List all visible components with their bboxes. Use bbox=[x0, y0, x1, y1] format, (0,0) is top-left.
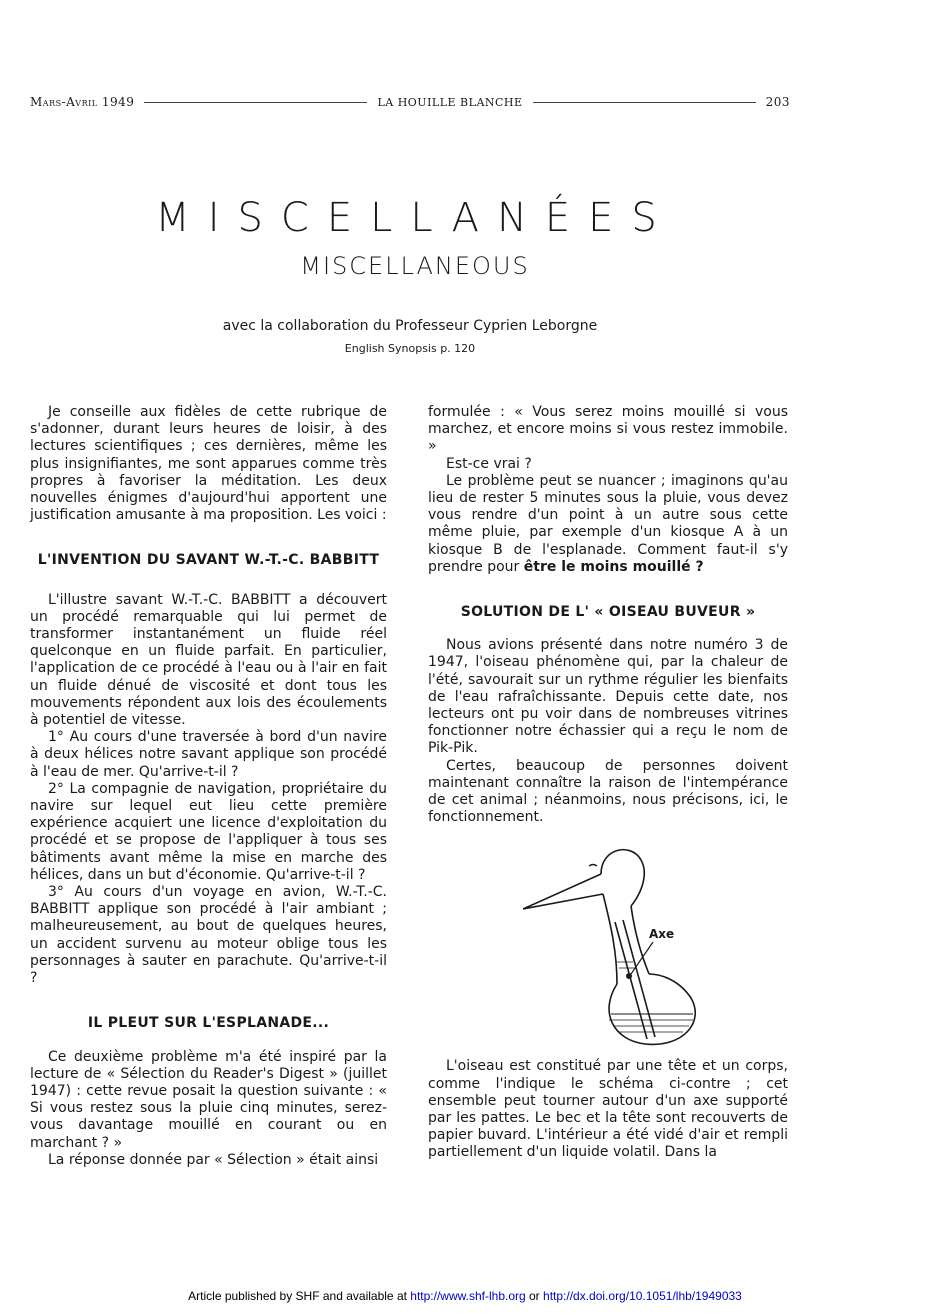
babbitt-question-3: 3° Au cours d'un voyage en avion, W.-T.-C. BABBITT applique son procédé à l'air ambiant ; malheureusement, au bout de quelques heures, un accident survenu au moteur oblige tous les personnages à sauter en parachute. Qu'arrive-t-il ? bbox=[30, 884, 387, 987]
synopsis-line: English Synopsis p. 120 bbox=[344, 342, 476, 355]
bird-body-bulb bbox=[609, 974, 695, 1044]
running-header bbox=[30, 94, 790, 110]
page-title: MISCELLANÉES bbox=[155, 195, 675, 241]
axis-pointer-line bbox=[631, 942, 653, 974]
right-column bbox=[428, 404, 788, 1162]
collaboration-line: avec la collaboration du Professeur Cyprien Leborgne bbox=[222, 318, 598, 334]
page-subtitle: MISCELLANEOUS bbox=[300, 252, 530, 280]
inner-tube-left bbox=[615, 922, 647, 1039]
section-heading-oiseau: SOLUTION DE L' « OISEAU BUVEUR » bbox=[460, 604, 756, 621]
babbitt-question-1: 1° Au cours d'une traversée à bord d'un navire à deux hélices notre savant applique son procédé à l'eau de mer. Qu'arrive-t-il ? bbox=[30, 729, 387, 780]
bird-eye bbox=[589, 865, 597, 867]
section-heading-babbitt: L'INVENTION DU SAVANT W.-T.-C. BABBITT bbox=[37, 552, 380, 569]
bird-neck-left bbox=[603, 894, 617, 984]
header-rule-left bbox=[144, 102, 367, 103]
footer-middle: or bbox=[525, 1289, 544, 1303]
nuance-bold: être le moins mouillé ? bbox=[523, 558, 704, 575]
axis-label: Axe bbox=[649, 927, 675, 942]
header-rule-right bbox=[533, 102, 756, 103]
bird-beak bbox=[523, 874, 603, 909]
footer bbox=[0, 1289, 930, 1303]
esplanade-paragraph-1: Ce deuxième problème m'a été inspiré par la lecture de « Sélection du Reader's Digest » (juillet 1947) : cette revue posait la question suivante : « Si vous restez sous la pluie cinq minutes, serez-vous davantage mouillé en courant ou en marchant ? » bbox=[30, 1048, 387, 1151]
footer-link-doi[interactable]: http://dx.doi.org/10.1051/lhb/1949033 bbox=[543, 1289, 742, 1303]
bird-head-outline bbox=[601, 850, 644, 906]
pivot-axis-dot bbox=[626, 973, 632, 979]
footer-prefix: Article published by SHF and available at bbox=[188, 1289, 411, 1303]
issue-date: Mars-Avril 1949 bbox=[30, 95, 135, 109]
nuance-paragraph bbox=[428, 473, 788, 576]
drinking-bird-diagram bbox=[523, 834, 703, 1050]
question-paragraph: Est-ce vrai ? bbox=[446, 455, 532, 472]
babbitt-paragraph: L'illustre savant W.-T.-C. BABBITT a découvert un procédé remarquable qui lui permet de transformer instantanément un fluide réel quelconque en un fluide parfait. En particulier, l'application de ce procédé à l'eau ou à l'air en fait un fluide dénué de viscosité et dont tous les mouvements répondent aux lois des écoulements à potentiel de vitesse. bbox=[30, 591, 387, 729]
esplanade-paragraph-2: La réponse donnée par « Sélection » était ainsi bbox=[48, 1151, 379, 1168]
page-number: 203 bbox=[765, 95, 790, 109]
oiseau-paragraph-1: Nous avions présenté dans notre numéro 3 de 1947, l'oiseau phénomène qui, par la chaleur de l'été, savourait sur un rythme régulier les bienfaits de l'eau rafraîchissante. Depuis cette date, nos lecteurs ont pu voir dans de nombreuses vitrines fonctionner notre échassier qui a reçu le nom de Pik-Pik. bbox=[428, 637, 788, 757]
nuance-text: Le problème peut se nuancer ; imaginons qu'au lieu de rester 5 minutes sous la pluie, vous devez vous rendre d'un point à un autre sous cette même pluie, par exemple d'un kiosque A à un kiosque B de l'esplanade. Comment faut-il s'y prendre pour bbox=[428, 472, 788, 575]
intro-paragraph: Je conseille aux fidèles de cette rubrique de s'adonner, durant leurs heures de loisir, à des lectures scientifiques ; ces dernières, même les plus insignifiantes, me sont apparues comme très propres à favoriser la méditation. Les deux nouvelles énigmes d'aujourd'hui apportent une justification amusante à ma proposition. Les voici : bbox=[30, 404, 387, 524]
journal-name: LA HOUILLE BLANCHE bbox=[377, 95, 523, 109]
babbitt-question-2: 2° La compagnie de navigation, propriétaire du navire sur lequel eut lieu cette première expérience acquiert une licence d'exploitation du procédé et se propose de l'appliquer à tous ses bâtiments avant même la mise en marche des hélices, dans un but d'économie. Qu'arrive-t-il ? bbox=[30, 780, 387, 883]
bird-neck-right bbox=[631, 906, 649, 974]
section-heading-esplanade: IL PLEUT SUR L'ESPLANADE... bbox=[87, 1015, 330, 1032]
continued-paragraph: formulée : « Vous serez moins mouillé si vous marchez, et encore moins si vous restez immobile. » bbox=[428, 404, 788, 455]
footer-link-shf[interactable]: http://www.shf-lhb.org bbox=[410, 1289, 526, 1303]
left-column bbox=[30, 404, 387, 1169]
oiseau-paragraph-3: L'oiseau est constitué par une tête et un corps, comme l'indique le schéma ci-contre ; cet ensemble peut tourner autour d'un axe supporté par les pattes. Le bec et la tête sont recouverts de papier buvard. L'intérieur a été vidé d'air et rempli partiellement d'un liquide volatil. Dans la bbox=[428, 1058, 788, 1161]
oiseau-paragraph-2: Certes, beaucoup de personnes doivent maintenant connaître la raison de l'intempérance de cet animal ; néanmoins, nous précisons, ici, le fonctionnement. bbox=[428, 757, 788, 826]
